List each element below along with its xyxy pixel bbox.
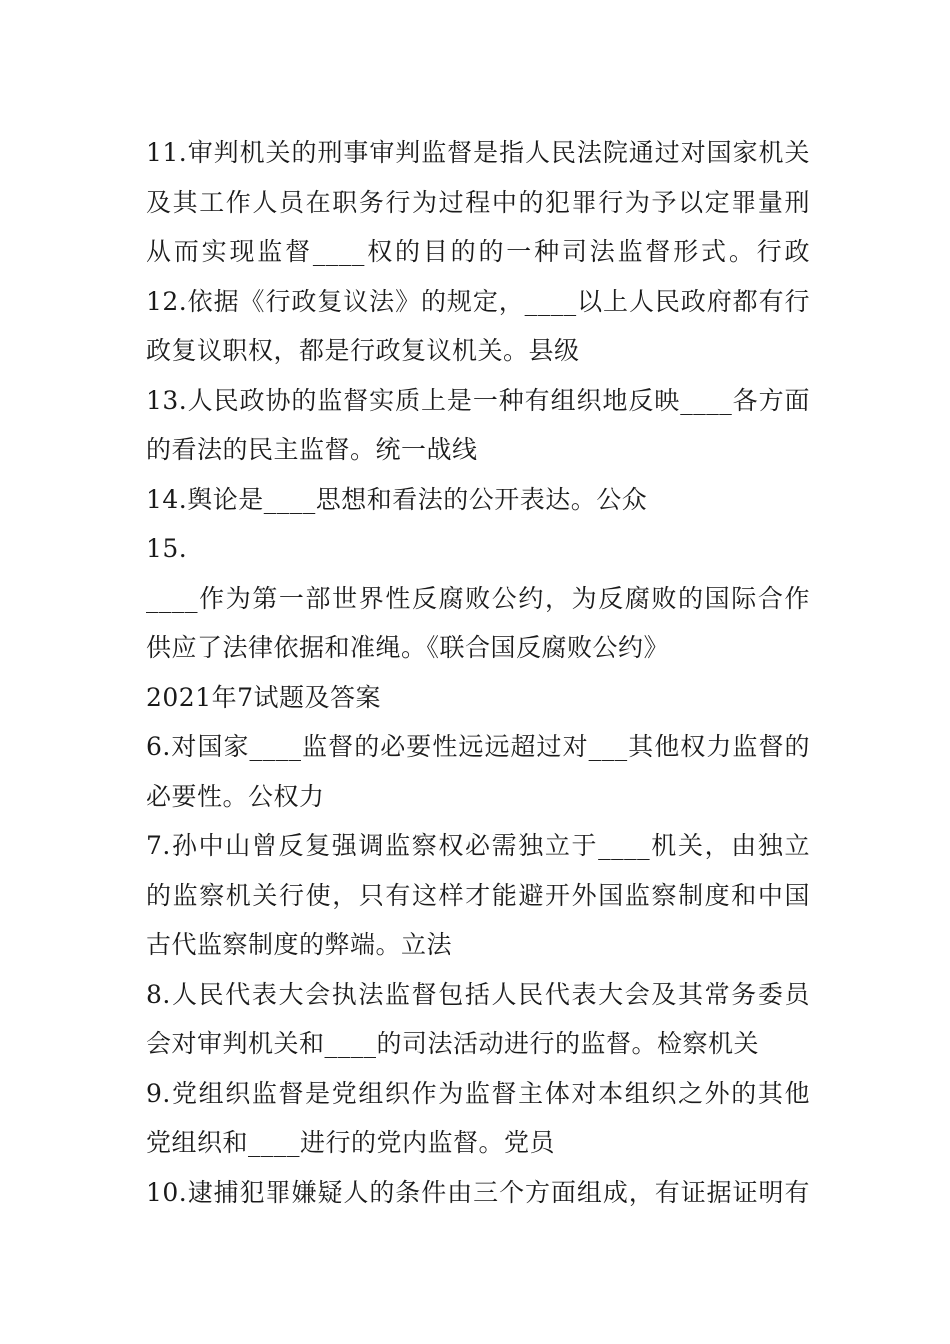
text-line: 10.逮捕犯罪嫌疑人的条件由三个方面组成，有证据证明有: [146, 1177, 810, 1207]
text-line: 党组织和____进行的党内监督。党员: [146, 1128, 556, 1157]
text-line: 政复议职权，都是行政复议机关。县级: [146, 336, 580, 365]
text-line: 的看法的民主监督。统一战线: [146, 435, 478, 464]
text-line: 必要性。公权力: [146, 781, 325, 811]
text-line: 6.对国家____监督的必要性远远超过对___其他权力监督的: [146, 732, 810, 761]
text-line: 的监察机关行使，只有这样才能避开外国监察制度和中国: [146, 880, 810, 910]
text-line: 12.依据《行政复议法》的规定，____以上人民政府都有行: [146, 286, 810, 316]
text-line: 古代监察制度的弊端。立法: [146, 930, 453, 959]
text-line: 从而实现监督____权的目的的一种司法监督形式。行政: [146, 237, 810, 266]
text-line: 7.孙中山曾反复强调监察权必需独立于____机关，由独立: [146, 831, 810, 860]
document-body: [146, 128, 810, 1217]
text-line: 8.人民代表大会执法监督包括人民代表大会及其常务委员: [146, 979, 810, 1009]
text-line: 及其工作人员在职务行为过程中的犯罪行为予以定罪量刑: [146, 187, 810, 217]
text-line: 供应了法律依据和准绳。《联合国反腐败公约》: [146, 633, 670, 662]
text-line: 14.舆论是____思想和看法的公开表达。公众: [146, 484, 648, 514]
text-line: 9.党组织监督是党组织作为监督主体对本组织之外的其他: [146, 1078, 810, 1108]
text-line: 15.: [146, 534, 188, 563]
text-line: 会对审判机关和____的司法活动进行的监督。检察机关: [146, 1029, 760, 1058]
section-heading: 2021年7试题及答案: [146, 682, 382, 712]
text-line: 13.人民政协的监督实质上是一种有组织地反映____各方面: [146, 385, 810, 415]
text-line: 11.审判机关的刑事审判监督是指人民法院通过对国家机关: [146, 138, 810, 167]
text-line: ____作为第一部世界性反腐败公约，为反腐败的国际合作: [146, 583, 810, 613]
